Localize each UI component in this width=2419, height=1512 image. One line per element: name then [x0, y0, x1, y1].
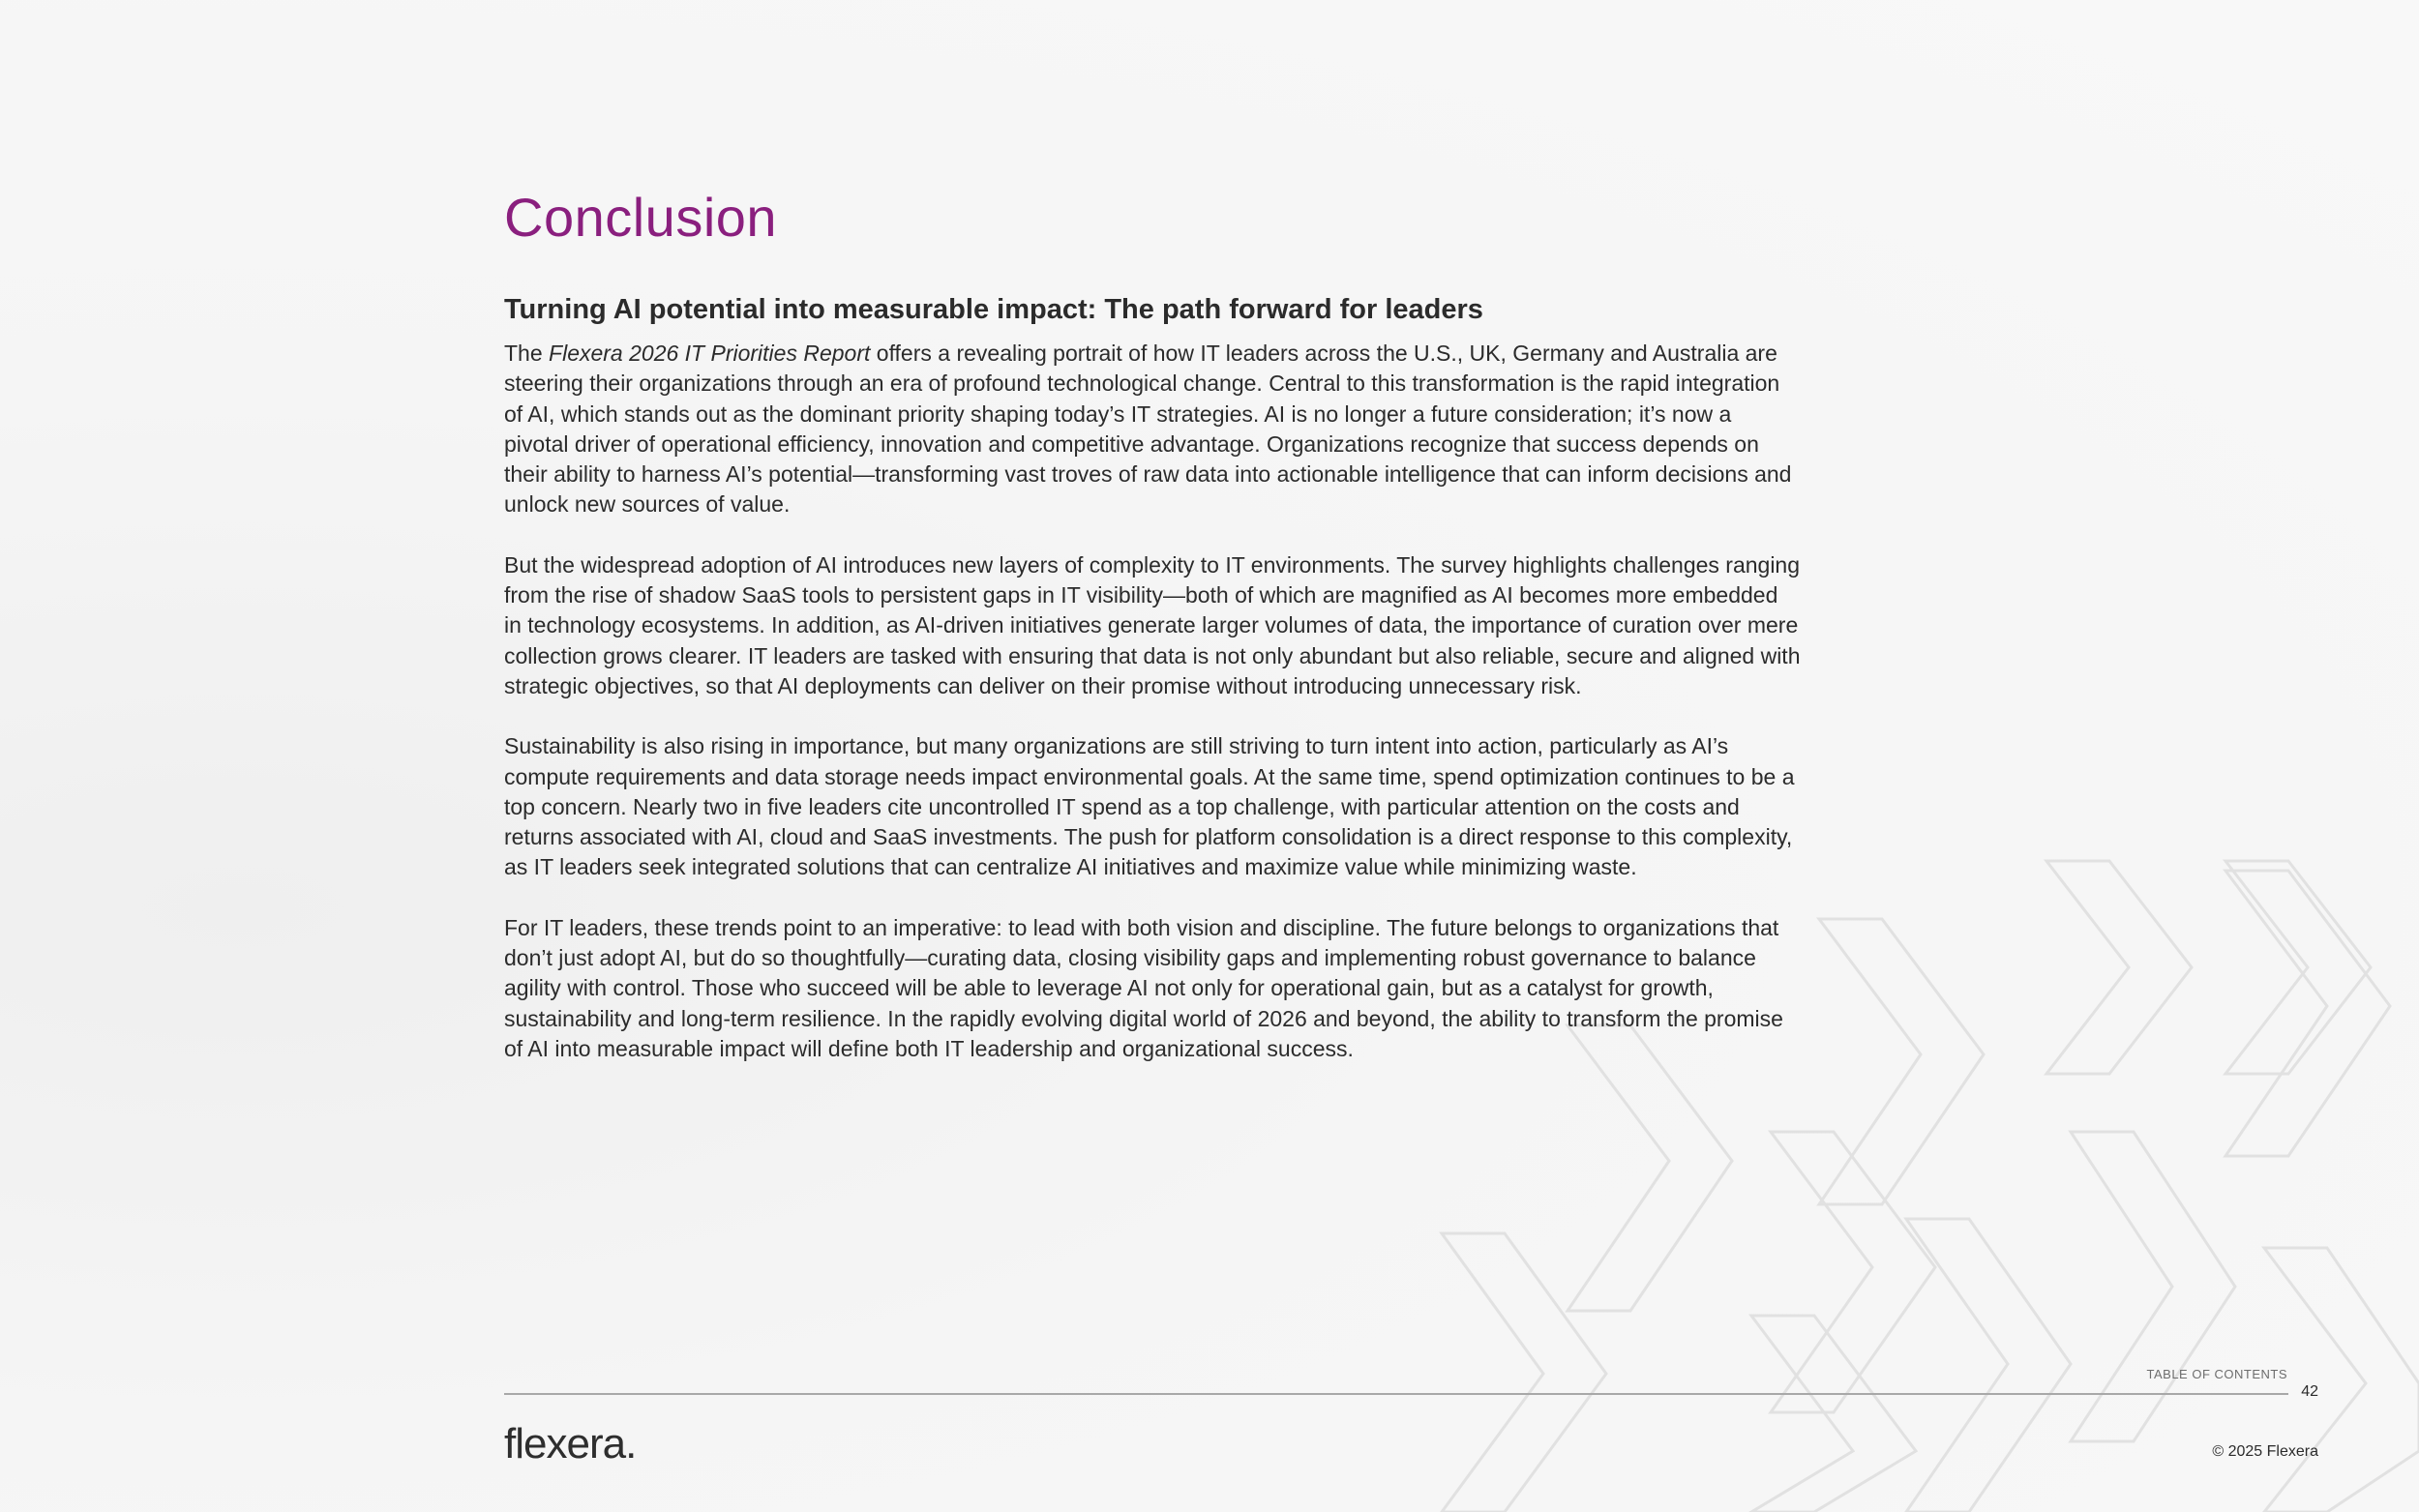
chevron-shape [1771, 1132, 1935, 1412]
report-name: Flexera 2026 IT Priorities Report [549, 341, 871, 366]
page-title: Conclusion [504, 187, 778, 248]
main-content [504, 184, 1801, 1064]
chevron-shape [1751, 1316, 1916, 1512]
chevron-shape [1819, 919, 1984, 1204]
chevron-shape [2225, 871, 2390, 1156]
logo-text: flexera [504, 1420, 626, 1468]
chevron-shape [2264, 1248, 2419, 1512]
footer-divider [504, 1393, 2288, 1395]
paragraph-2: But the widespread adoption of AI introduces new layers of complexity to IT environments. The survey highlights challenges ranging from the rise of shadow SaaS tools to persistent gaps in IT visibility—both of which are magnified as AI becomes more embedded in technology ecosystems. In addition, as AI-driven initiatives generate larger volumes of data, the importance of curation over mere collection grows clearer. IT leaders are tasked with ensuring that data is not only abundant but also reliable, secure and aligned with strategic objectives, so that AI deployments can deliver on their promise without introducing unnecessary risk. [504, 551, 1801, 698]
paragraph-3: Sustainability is also rising in importance, but many organizations are still striving to turn intent into action, particularly as AI’s compute requirements and data storage needs impact environmental goals. At the same time, spend optimization continues to be a top concern. Nearly two in five leaders cite uncontrolled IT spend as a top challenge, with particular attention on the costs and returns associated with AI, cloud and SaaS investments. The push for platform consolidation is a direct response to this complexity, as IT leaders seek integrated solutions that can centralize AI initiatives and maximize value while minimizing waste. [504, 733, 1795, 880]
paragraph-1 [504, 339, 1801, 520]
chevron-shape [1906, 1219, 2071, 1512]
chevron-shape [2046, 861, 2192, 1074]
paragraph-1-lead: The [504, 341, 550, 366]
chevron-shape [1568, 1025, 1732, 1311]
page-number: 42 [2301, 1383, 2318, 1400]
copyright-notice: © 2025 Flexera [2212, 1443, 2318, 1460]
chevron-shape [2071, 1132, 2235, 1441]
section-heading: Turning AI potential into measurable impact: The path forward for leaders [504, 294, 1483, 325]
flexera-logo [504, 1420, 636, 1468]
chevron-shape [1442, 1233, 1606, 1512]
paragraph-1-rest: offers a revealing portrait of how IT leaders across the U.S., UK, Germany and Australia are steering their organizations through an era of profound technological change. Central to this transformation is the rapid integration of AI, which stands out as the dominant priority shaping today’s IT strategies. AI is no longer a future consideration; it’s now a pivotal driver of operational efficiency, innovation and competitive advantage. Organizations recognize that success depends on their ability to harness AI’s potential—transforming vast troves of raw data into actionable intelligence that can inform decisions and unlock new sources of value. [504, 341, 1792, 518]
logo-dot: . [625, 1420, 637, 1468]
paragraph-4: For IT leaders, these trends point to an imperative: to lead with both vision and discipline. The future belongs to organizations that don’t just adopt AI, but do so thoughtfully—curating data, closing visibility gaps and implementing robust governance to balance agility with control. Those who succeed will be able to leverage AI not only for operational gain, but as a catalyst for growth, sustainability and long-term resilience. In the rapidly evolving digital world of 2026 and beyond, the ability to transform the promise of AI into measurable impact will define both IT leadership and organizational success. [504, 914, 1783, 1061]
chevron-shape [2225, 861, 2371, 1074]
table-of-contents-link[interactable]: TABLE OF CONTENTS [2146, 1367, 2287, 1381]
